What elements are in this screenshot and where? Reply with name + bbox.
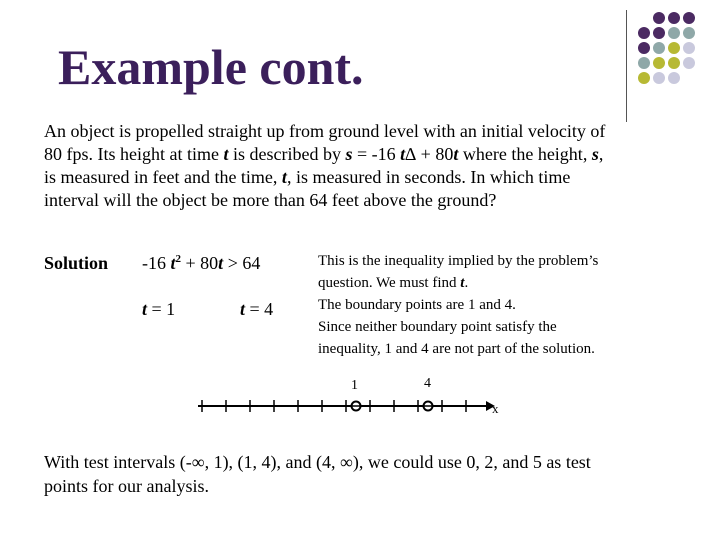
explanation-text-part: . (464, 275, 469, 291)
slide-title: Example cont. (58, 39, 364, 95)
number-line-axis-label: x (492, 401, 499, 416)
explanation-line-2 (318, 272, 678, 294)
problem-text: is described by (228, 144, 346, 164)
decorative-dot (668, 57, 680, 69)
explanation-line-5: inequality, 1 and 4 are not part of the solution. (318, 341, 595, 357)
decorative-dot (668, 72, 680, 84)
problem-line-1: An object is propelled straight up from ground level with an initial velocity of (44, 121, 606, 141)
variable-t: t (240, 299, 246, 319)
number-line (190, 392, 510, 420)
decorative-dot (653, 42, 665, 54)
problem-line-2 (44, 143, 694, 166)
problem-text: , is measured in seconds. In which time (286, 167, 571, 187)
number-line-label-1: 1 (351, 378, 358, 393)
problem-text: , (598, 144, 604, 164)
problem-text: ∆ + 80 (405, 144, 454, 164)
explanation-text (318, 250, 678, 360)
exponent: 2 (175, 253, 182, 265)
decorative-dot (638, 72, 650, 84)
explanation-text-part: question. We must find (318, 275, 461, 291)
decorative-dot (668, 12, 680, 24)
problem-line-4: interval will the object be more than 64 feet above the ground? (44, 190, 497, 210)
conclusion-line-2: points for our analysis. (44, 476, 209, 496)
ineq-text: > 64 (223, 253, 261, 273)
inequality (142, 253, 260, 274)
decorative-dot (683, 42, 695, 54)
boundary-value: = 4 (245, 299, 274, 319)
decorative-dot (668, 42, 680, 54)
ineq-text: + 80 (181, 253, 219, 273)
decorative-dot (638, 42, 650, 54)
decorative-dot (683, 57, 695, 69)
variable-t: t (218, 253, 224, 273)
decorative-dot (668, 27, 680, 39)
number-line-label-4: 4 (424, 376, 431, 391)
ineq-text: -16 (142, 253, 171, 273)
problem-text: where the height, (458, 144, 592, 164)
decorative-dot (683, 12, 695, 24)
variable-t: t (223, 144, 229, 164)
problem-line-3 (44, 166, 694, 189)
solution-label: Solution (44, 253, 109, 273)
variable-t: t (142, 299, 148, 319)
decorative-divider-line (626, 10, 627, 122)
explanation-line-3: The boundary points are 1 and 4. (318, 297, 516, 313)
explanation-line-1: This is the inequality implied by the problem’s (318, 253, 599, 269)
variable-s: s (345, 144, 353, 164)
decorative-dot (683, 27, 695, 39)
boundary-value: = 1 (147, 299, 176, 319)
boundary-t-equals-4 (240, 299, 273, 320)
decorative-dot (653, 72, 665, 84)
variable-t: t (281, 167, 287, 187)
variable-t: t (400, 144, 406, 164)
problem-text: is measured in feet and the time, (44, 167, 282, 187)
decorative-dot (638, 27, 650, 39)
decorative-dot (638, 57, 650, 69)
problem-statement (44, 120, 694, 212)
decorative-dot (653, 27, 665, 39)
variable-t: t (170, 253, 176, 273)
decorative-dot (653, 57, 665, 69)
conclusion-text (44, 450, 694, 498)
decorative-dot (653, 12, 665, 24)
explanation-line-4: Since neither boundary point satisfy the (318, 319, 557, 335)
boundary-t-equals-1 (142, 299, 175, 320)
problem-text: 80 fps. Its height at time (44, 144, 224, 164)
problem-text: = -16 (352, 144, 401, 164)
conclusion-line-1: With test intervals (-∞, 1), (1, 4), and (4, ∞), we could use 0, 2, and 5 as test (44, 452, 591, 472)
variable-t: t (453, 144, 459, 164)
variable-t: t (460, 275, 465, 291)
variable-s: s (591, 144, 599, 164)
